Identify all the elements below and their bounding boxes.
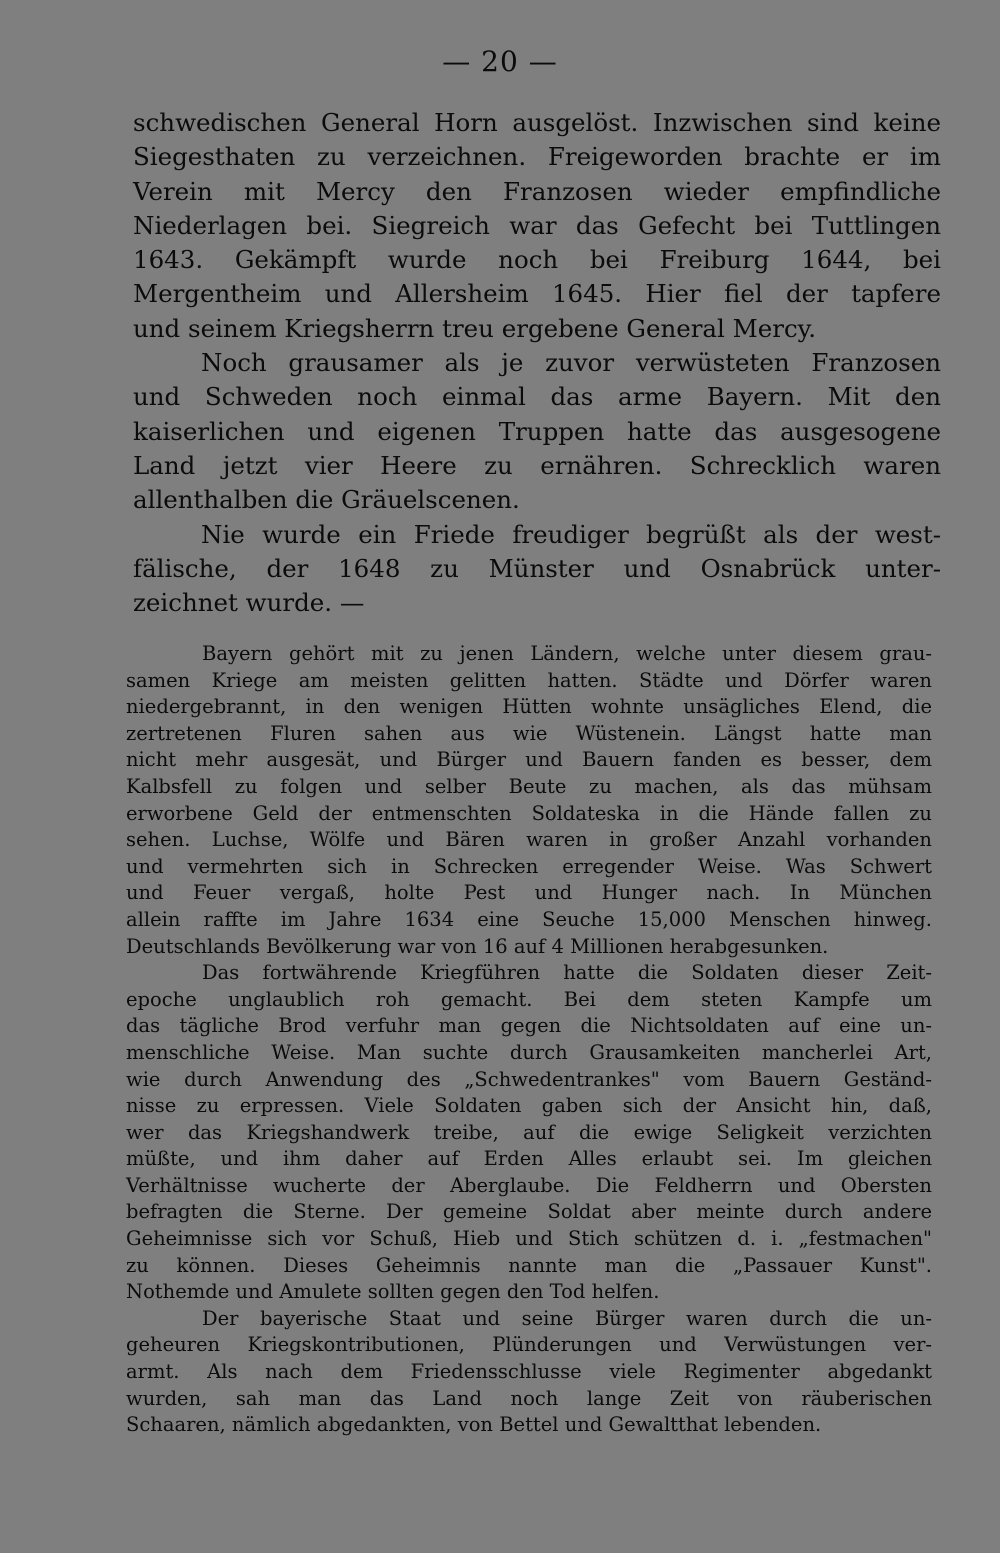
notes-text-line: allein raffte im Jahre 1634 eine Seuche 15,000 Menschen hinweg. [126,907,932,931]
main-text-line: und Schweden noch einmal das arme Bayern. Mit den [133,382,941,412]
notes-text-line: sehen. Luchse, Wölfe und Bären waren in großer Anzahl vorhanden [126,828,932,852]
notes-text-line: das tägliche Brod verfuhr man gegen die Nichtsoldaten auf eine un- [126,1014,932,1038]
main-text-line: Nie wurde ein Friede freudiger begrüßt als der west- [201,519,941,549]
main-text-line: allenthalben die Gräuelscenen. [133,485,520,515]
notes-text-line: befragten die Sterne. Der gemeine Soldat aber meinte durch andere [126,1200,932,1224]
notes-text-line: wurden, sah man das Land noch lange Zeit von räuberischen [126,1386,932,1410]
notes-text-line: erworbene Geld der entmenschten Soldateska in die Hände fallen zu [126,801,932,825]
notes-text-line: Der bayerische Staat und seine Bürger waren durch die un- [202,1306,932,1330]
notes-text-line: Das fortwährende Kriegführen hatte die Soldaten dieser Zeit- [202,961,932,985]
notes-text-line: armt. Als nach dem Friedensschlusse viele Regimenter abgedankt [126,1360,932,1384]
notes-text-line: epoche unglaublich roh gemacht. Bei dem steten Kampfe um [126,987,932,1011]
notes-text-line: Deutschlands Bevölkerung war von 16 auf 4 Millionen herabgesunken. [126,934,829,958]
notes-text-line: Schaaren, nämlich abgedankten, von Bettel und Gewaltthat lebenden. [126,1413,822,1437]
notes-text-line: müßte, und ihm daher auf Erden Alles erlaubt sei. Im gleichen [126,1147,932,1171]
notes-text-line: geheuren Kriegskontributionen, Plünderungen und Verwüstungen ver- [126,1333,932,1357]
notes-text-line: wer das Kriegshandwerk treibe, auf die ewige Seligkeit verzichten [126,1120,932,1144]
notes-text-line: Verhältnisse wucherte der Aberglaube. Die Feldherrn und Obersten [126,1173,932,1197]
main-text-line: Mergentheim und Allersheim 1645. Hier fiel der tapfere [133,279,941,309]
notes-text-line: und Feuer vergaß, holte Pest und Hunger nach. In München [126,881,932,905]
notes-text-line: Kalbsfell zu folgen und selber Beute zu machen, als das mühsam [126,774,932,798]
main-text-line: Land jetzt vier Heere zu ernähren. Schrecklich waren [133,450,941,480]
notes-text-line: samen Kriege am meisten gelitten hatten. Städte und Dörfer waren [126,668,932,692]
notes-text-line: Geheimnisse sich vor Schuß, Hieb und Stich schützen d. i. „festmachen" [126,1227,932,1251]
main-text-line: und seinem Kriegsherrn treu ergebene General Mercy. [133,313,817,343]
main-text-line: Niederlagen bei. Siegreich war das Gefecht bei Tuttlingen [133,210,941,240]
main-text-line: fälische, der 1648 zu Münster und Osnabrück unter- [133,553,941,583]
main-text-line: schwedischen General Horn ausgelöst. Inzwischen sind keine [133,108,941,137]
main-text-line: Verein mit Mercy den Franzosen wieder empfindliche [133,176,941,206]
main-text-line: Siegesthaten zu verzeichnen. Freigeworden brachte er im [133,142,941,172]
notes-text-line: nisse zu erpressen. Viele Soldaten gaben sich der Ansicht hin, daß, [126,1094,932,1118]
notes-text-line: zertretenen Fluren sahen aus wie Wüstenein. Längst hatte man [126,721,932,745]
notes-text-line: wie durch Anwendung des „Schwedentrankes" vom Bauern Geständ- [126,1067,932,1091]
notes-text-line: nicht mehr ausgesät, und Bürger und Bauern fanden es besser, dem [126,748,932,772]
notes-text-line: Nothemde und Amulete sollten gegen den Tod helfen. [126,1280,660,1304]
main-text-line: kaiserlichen und eigenen Truppen hatte das ausgesogene [133,416,941,446]
notes-text-block [126,641,932,1439]
notes-text-line: menschliche Weise. Man suchte durch Grausamkeiten mancherlei Art, [126,1040,932,1064]
notes-text-line: und vermehrten sich in Schrecken erregender Weise. Was Schwert [126,854,932,878]
notes-text-line: Bayern gehört mit zu jenen Ländern, welche unter diesem grau- [202,642,932,665]
main-text-line: Noch grausamer als je zuvor verwüsteten Franzosen [201,348,941,378]
page-number: — 20 — [442,45,558,78]
notes-text-line: zu können. Dieses Geheimnis nannte man die „Passauer Kunst". [126,1253,932,1277]
main-text-line: 1643. Gekämpft wurde noch bei Freiburg 1644, bei [133,245,941,275]
notes-text-line: niedergebrannt, in den wenigen Hütten wohnte unsägliches Elend, die [126,695,932,719]
main-text-block [133,106,941,620]
main-text-line: zeichnet wurde. — [133,588,365,618]
